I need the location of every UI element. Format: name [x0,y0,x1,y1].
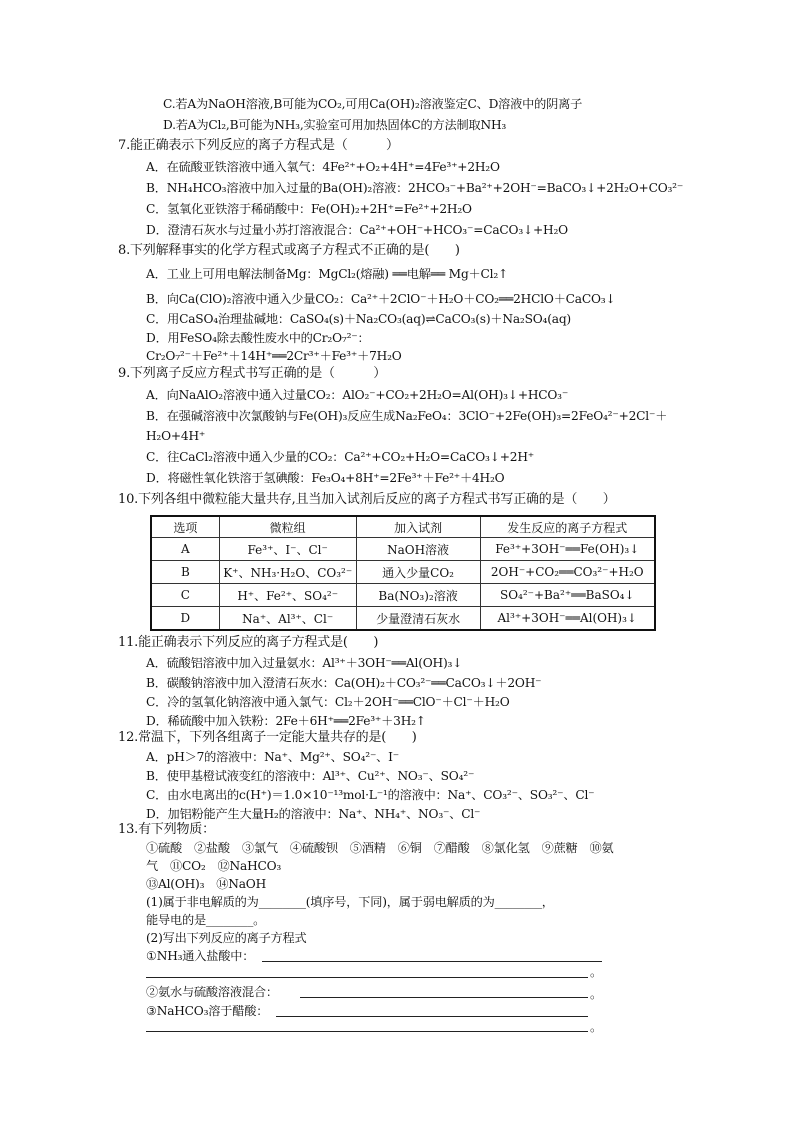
q8-option-d-equation: Cr₂O₇²⁻＋Fe²⁺＋14H⁺══2Cr³⁺＋Fe³⁺＋7H₂O [146,349,402,363]
q12-option-c: C．由水电离出的c(H⁺)＝1.0×10⁻¹³mol·L⁻¹的溶液中：Na⁺、CO₃²⁻、SO₃²⁻、Cl⁻ [146,788,595,802]
table-header-cell: 发生反应的离子方程式 [480,516,655,538]
table-cell: A [151,538,219,561]
q13-substances-1: ①硫酸 ②盐酸 ③氯气 ④硫酸钡 ⑤酒精 ⑥铜 ⑦醋酸 ⑧氯化氢 ⑨蔗糖 ⑩氨 [146,841,614,855]
q9-option-a: A．向NaAlO₂溶液中通入过量CO₂：AlO₂⁻+CO₂+2H₂O=Al(OH)₃↓+HCO₃⁻ [146,388,569,402]
period-mark: 。 [590,1020,602,1034]
table-cell: 2OH⁻+CO₂══CO₃²⁻+H₂O [480,561,655,584]
table-cell: D [151,607,219,631]
table-row [151,607,655,631]
q11-option-b: B．碳酸钠溶液中加入澄清石灰水：Ca(OH)₂＋CO₃²⁻══CaCO₃↓＋2OH⁻ [146,676,542,690]
q13-part2: (2)写出下列反应的离子方程式 [146,931,307,945]
table-cell: B [151,561,219,584]
table-cell: C [151,584,219,607]
table-cell: H⁺、Fe²⁺、SO₄²⁻ [219,584,356,607]
q13-substances-3: ⑬Al(OH)₃ ⑭NaOH [146,877,267,891]
q8-option-a: A．工业上可用电解法制备Mg：MgCl₂(熔融) ══电解══ Mg＋Cl₂↑ [146,267,509,281]
q11-option-d: D．稀硫酸中加入铁粉：2Fe＋6H⁺══2Fe³⁺＋3H₂↑ [146,714,426,728]
answer-line[interactable] [276,1016,588,1017]
q10-table [150,515,656,631]
q6-option-d: D.若A为Cl₂,B可能为NH₃,实验室可用加热固体C的方法制取NH₃ [163,118,507,132]
period-mark: 。 [590,965,602,979]
q8-stem: 8.下列解释事实的化学方程式或离子方程式不正确的是( ) [118,243,460,258]
table-header-cell: 微粒组 [219,516,356,538]
q8-option-d: D．用FeSO₄除去酸性废水中的Cr₂O₇²⁻： [146,331,370,345]
period-mark: 。 [590,987,602,1001]
q9-option-b-cont: H₂O+4H⁺ [146,429,206,443]
q13-item2-label: ②氨水与硫酸溶液混合： [146,985,278,999]
q7-option-a: A．在硫酸亚铁溶液中通入氧气：4Fe²⁺+O₂+4H⁺=4Fe³⁺+2H₂O [146,160,500,174]
q12-option-d: D．加铝粉能产生大量H₂的溶液中：Na⁺、NH₄⁺、NO₃⁻、Cl⁻ [146,807,481,821]
q7-option-b: B．NH₄HCO₃溶液中加入过量的Ba(OH)₂溶液：2HCO₃⁻+Ba²⁺+2OH⁻=BaCO₃↓+2H₂O+CO₃²⁻ [146,181,684,195]
table-cell: Fe³⁺、I⁻、Cl⁻ [219,538,356,561]
q12-option-b: B．使甲基橙试液变红的溶液中：Al³⁺、Cu²⁺、NO₃⁻、SO₄²⁻ [146,769,475,783]
table-cell: 少量澄清石灰水 [356,607,480,631]
table-header-row [151,516,655,538]
q8-option-c: C．用CaSO₄治理盐碱地：CaSO₄(s)＋Na₂CO₃(aq)⇌CaCO₃(s)＋Na₂SO₄(aq) [146,312,571,326]
q12-option-a: A．pH＞7的溶液中：Na⁺、Mg²⁺、SO₄²⁻、I⁻ [146,750,400,764]
table-cell: Fe³⁺+3OH⁻══Fe(OH)₃↓ [480,538,655,561]
table-cell: Al³⁺+3OH⁻══Al(OH)₃↓ [480,607,655,631]
table-cell: Na⁺、Al³⁺、Cl⁻ [219,607,356,631]
table-row [151,584,655,607]
q7-option-d: D．澄清石灰水与过量小苏打溶液混合：Ca²⁺+OH⁻+HCO₃⁻=CaCO₃↓+H₂O [146,223,568,237]
q11-stem: 11.能正确表示下列反应的离子方程式是( ) [118,635,379,650]
q8-option-b: B．向Ca(ClO)₂溶液中通入少量CO₂：Ca²⁺＋2ClO⁻＋H₂O＋CO₂══2HClO＋CaCO₃↓ [146,292,616,306]
q13-substances-2: 气 ⑪CO₂ ⑫NaHCO₃ [146,859,282,873]
q13-item3-label: ③NaHCO₃溶于醋酸： [146,1004,269,1018]
q11-option-a: A．硫酸铝溶液中加入过量氨水：Al³⁺＋3OH⁻══Al(OH)₃↓ [146,656,463,670]
table-header-cell: 选项 [151,516,219,538]
q7-option-c: C．氢氧化亚铁溶于稀硝酸中：Fe(OH)₂+2H⁺=Fe²⁺+2H₂O [146,202,472,216]
q7-stem: 7.能正确表示下列反应的离子方程式是（ ） [118,138,399,153]
q12-stem: 12.常温下，下列各组离子一定能大量共存的是( ) [118,730,417,745]
table-header-cell: 加入试剂 [356,516,480,538]
answer-line[interactable] [146,1031,588,1032]
q13-item1-label: ①NH₃通入盐酸中： [146,949,255,963]
q9-option-c: C．往CaCl₂溶液中通入少量的CO₂：Ca²⁺+CO₂+H₂O=CaCO₃↓+2H⁺ [146,450,534,464]
table-cell: Ba(NO₃)₂溶液 [356,584,480,607]
q13-stem: 13.有下列物质： [118,822,215,837]
table-cell: K⁺、NH₃·H₂O、CO₃²⁻ [219,561,356,584]
q13-part1: (1)属于非电解质的为________(填序号，下同)，属于弱电解质的为________， [146,895,554,909]
table-cell: NaOH溶液 [356,538,480,561]
q9-stem: 9.下列离子反应方程式书写正确的是（ ） [118,366,387,381]
q10-stem: 10.下列各组中微粒能大量共存,且当加入试剂后反应的离子方程式书写正确的是（ ） [118,492,616,507]
q13-part1-cont: 能导电的是________。 [146,913,266,927]
q9-option-b: B．在强碱溶液中次氯酸钠与Fe(OH)₃反应生成Na₂FeO₄：3ClO⁻+2Fe(OH)₃=2FeO₄²⁻+2Cl⁻＋ [146,409,668,423]
table-cell: SO₄²⁻+Ba²⁺══BaSO₄↓ [480,584,655,607]
q6-option-c: C.若A为NaOH溶液,B可能为CO₂,可用Ca(OH)₂溶液鉴定C、D溶液中的阴离子 [163,97,583,111]
table-cell: 通入少量CO₂ [356,561,480,584]
table-row [151,561,655,584]
answer-line[interactable] [262,961,602,962]
table-row [151,538,655,561]
answer-line[interactable] [146,977,588,978]
q11-option-c: C．冷的氢氧化钠溶液中通入氯气：Cl₂＋2OH⁻══ClO⁻＋Cl⁻＋H₂O [146,695,510,709]
q9-option-d: D．将磁性氧化铁溶于氢碘酸：Fe₃O₄+8H⁺=2Fe³⁺＋Fe²⁺＋4H₂O [146,471,505,485]
answer-line[interactable] [300,997,588,998]
